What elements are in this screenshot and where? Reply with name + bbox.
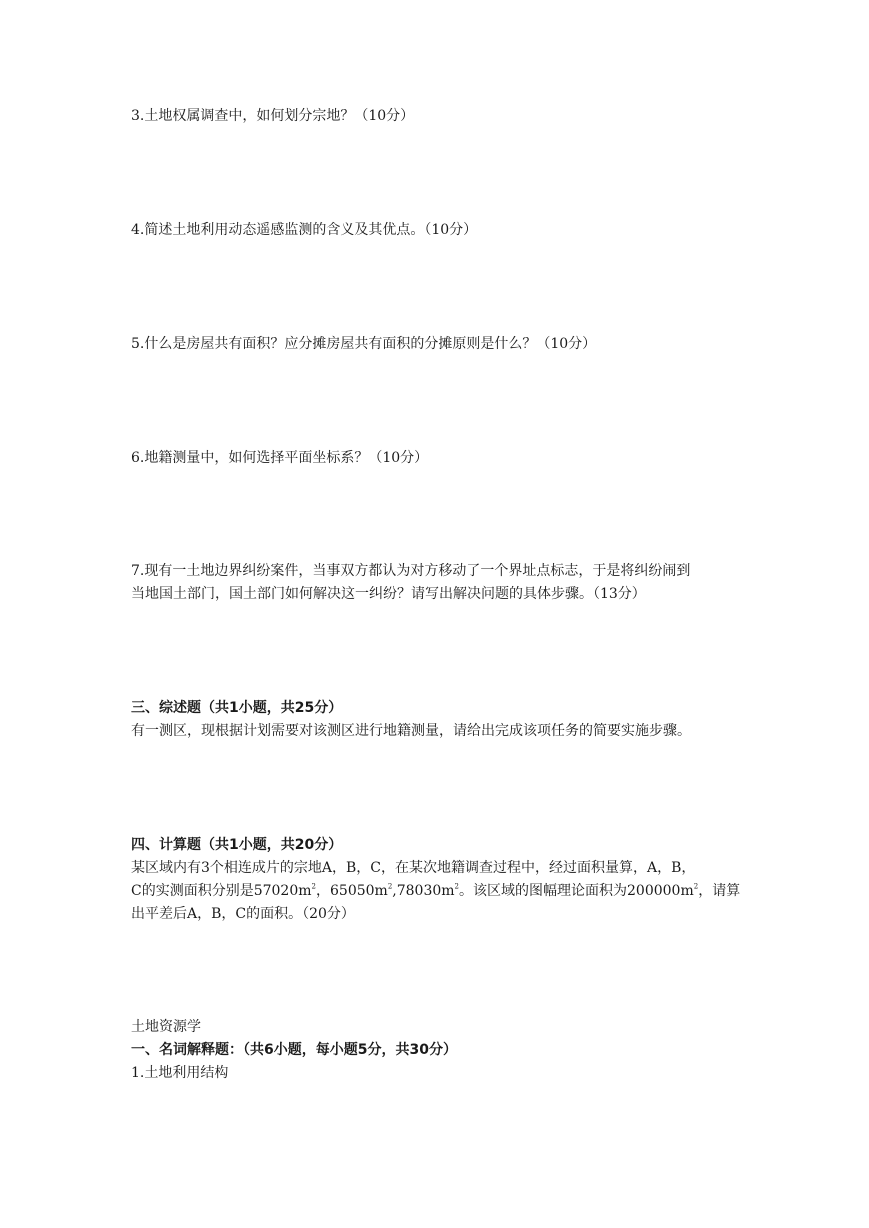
term-1: 1.土地利用结构 [131,1065,229,1081]
superscript-2: 2 [387,882,393,891]
question-7-line-2: 当地国土部门，国土部门如何解决这一纠纷？请写出解决问题的具体步骤。（13分） [131,586,646,602]
superscript-2: 2 [311,882,316,891]
section-3-text: 有一测区，现根据计划需要对该测区进行地籍测量，请给出完成该项任务的简要实施步骤。 [131,723,691,739]
section-4-heading: 四、计算题（共1小题，共20分） [131,837,343,853]
superscript-2: 2 [454,882,460,891]
area-a-text: C的实测面积分别是57020m [131,883,312,899]
section-3-heading: 三、综述题（共1小题，共25分） [131,700,343,716]
theoretical-area-text: 。该区域的图幅理论面积为200000m [459,883,694,899]
area-c-text: ,78030m [392,883,455,899]
course-title: 土地资源学 [131,1019,201,1035]
superscript-2: 2 [693,882,699,891]
question-4: 4.简述土地利用动态遥感监测的含义及其优点。（10分） [131,222,478,238]
section-4-line-3: 出平差后A，B，C的面积。（20分） [131,906,355,922]
question-5: 5.什么是房屋共有面积？应分摊房屋共有面积的分摊原则是什么？（10分） [131,336,597,352]
question-3: 3.土地权属调查中，如何划分宗地？（10分） [131,108,415,124]
section-4-line-1: 某区域内有3个相连成片的宗地A，B，C，在某次地籍调查过程中，经过面积量算，A，B， [131,860,696,876]
section-4-line-2 [131,881,740,901]
section-1-heading: 一、名词解释题：（共6小题，每小题5分，共30分） [131,1042,457,1058]
please-calc-text: ，请算 [698,883,741,899]
question-6: 6.地籍测量中，如何选择平面坐标系？（10分） [131,450,429,466]
area-b-text: ，65050m [316,883,388,899]
question-7-line-1: 7.现有一土地边界纠纷案件，当事双方都认为对方移动了一个界址点标志，于是将纠纷闹到 [131,563,691,579]
